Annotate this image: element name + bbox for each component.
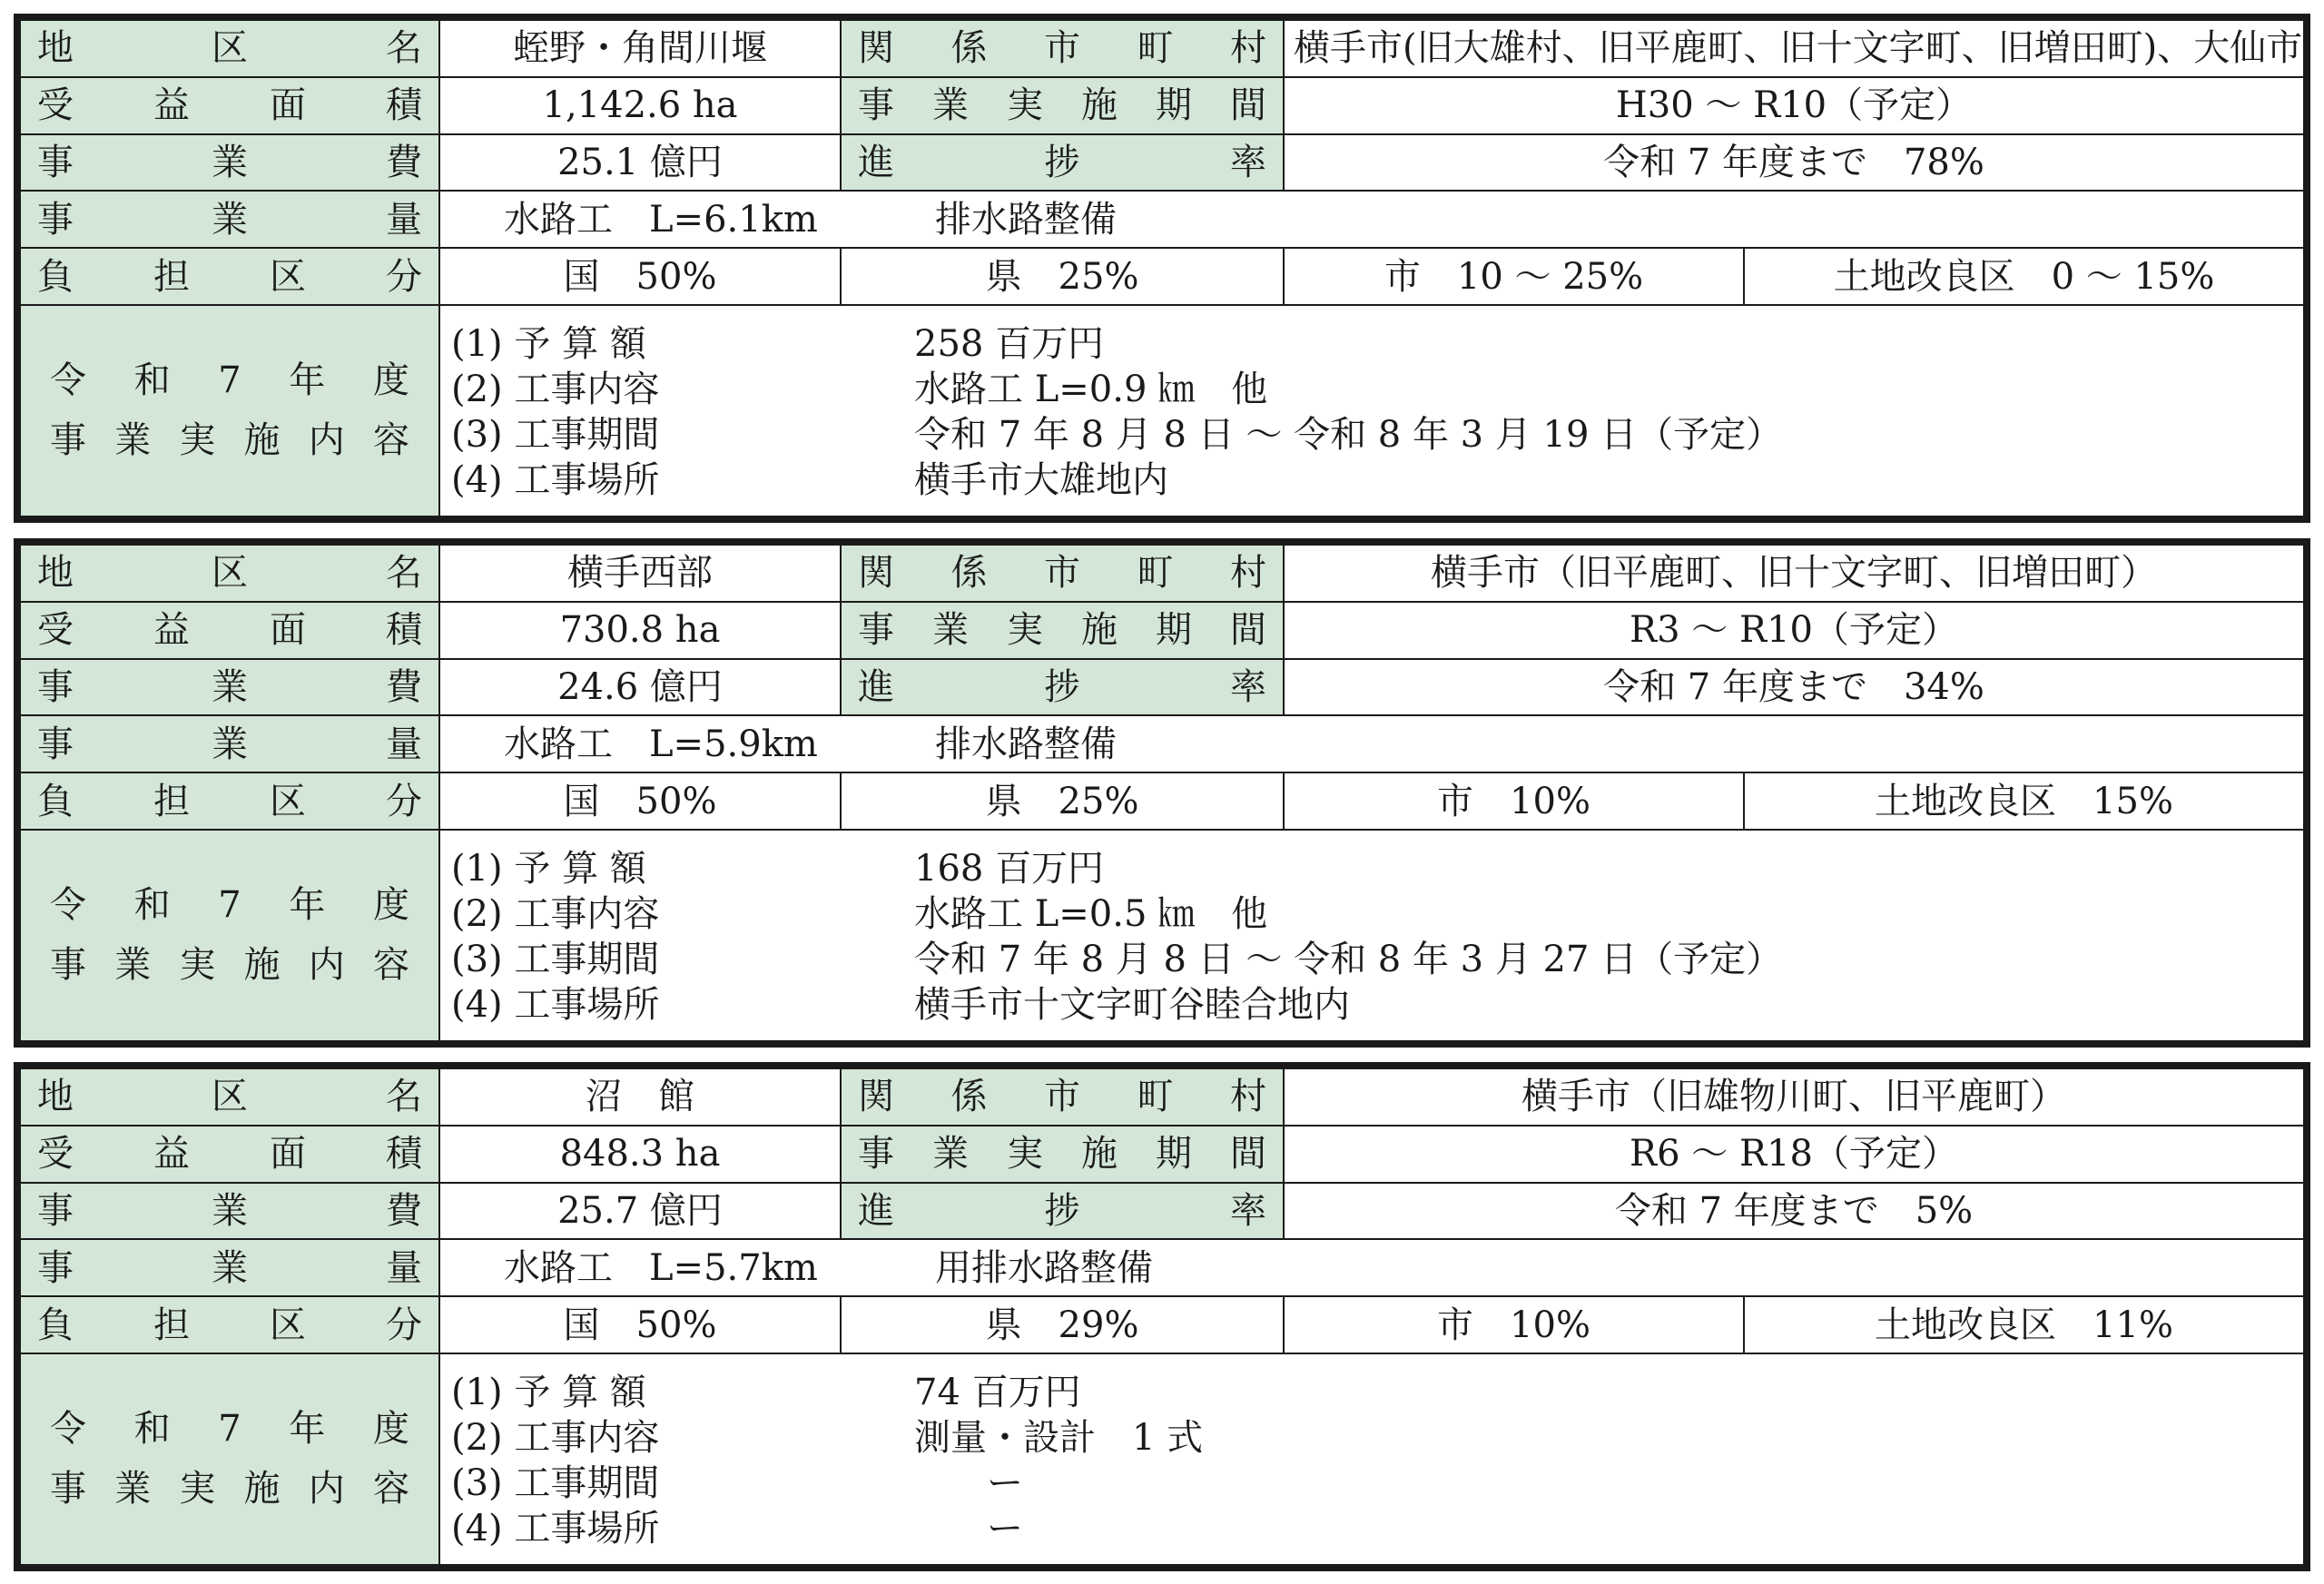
burden-nation: 国 50% bbox=[439, 248, 841, 305]
label-char: 度 bbox=[372, 884, 409, 927]
label-char: 地 bbox=[37, 1076, 74, 1118]
label-period bbox=[841, 1126, 1284, 1183]
label-char: 係 bbox=[950, 27, 988, 70]
label-char: 町 bbox=[1137, 27, 1174, 70]
label-char: 進 bbox=[858, 665, 894, 708]
label-char: 率 bbox=[1230, 141, 1266, 183]
label-burden bbox=[20, 772, 439, 830]
label-char: 分 bbox=[386, 1304, 422, 1346]
label-municipality bbox=[841, 1068, 1284, 1126]
detail-row bbox=[440, 982, 2303, 1028]
label-char: 率 bbox=[1230, 1189, 1266, 1232]
label-char: 令 bbox=[50, 359, 86, 402]
burden-city: 市 10% bbox=[1284, 1296, 1744, 1353]
progress-value: 令和 7 年度まで 78% bbox=[1284, 134, 2304, 192]
label-char: 担 bbox=[153, 255, 190, 298]
district-table bbox=[19, 544, 2305, 1042]
label-char: 実 bbox=[1007, 84, 1043, 127]
label-municipality bbox=[841, 545, 1284, 602]
district-table bbox=[19, 1067, 2305, 1566]
label-char: 事 bbox=[37, 1189, 74, 1232]
label-char: 事 bbox=[50, 1468, 86, 1510]
volume-value bbox=[439, 191, 2304, 248]
label-char: 面 bbox=[270, 609, 306, 652]
label-char: 事 bbox=[37, 1246, 74, 1289]
detail-key: (3) 工事期間 bbox=[451, 414, 660, 457]
district-block-2 bbox=[14, 538, 2310, 1048]
district-name-value: 蛭野・角間川堰 bbox=[439, 20, 841, 77]
row-volume bbox=[20, 715, 2304, 772]
volume-length: 水路工 L=5.7km bbox=[504, 1246, 818, 1289]
label-char: 地 bbox=[37, 27, 74, 70]
label-char: 業 bbox=[114, 1468, 152, 1510]
label-cost bbox=[20, 134, 439, 192]
period-value: H30 〜 R10（予定） bbox=[1284, 77, 2304, 134]
detail-list bbox=[440, 842, 2303, 1028]
label-char: 区 bbox=[270, 780, 306, 822]
label-char: 年 bbox=[289, 884, 326, 927]
row-name bbox=[20, 20, 2304, 77]
label-char: 市 bbox=[1044, 27, 1080, 70]
row-fy-details bbox=[20, 305, 2304, 517]
label-char: 実 bbox=[179, 1468, 216, 1510]
label-char: 間 bbox=[1230, 84, 1266, 127]
detail-row bbox=[440, 1370, 2303, 1415]
label-char: 名 bbox=[386, 1076, 422, 1118]
label-burden bbox=[20, 1296, 439, 1353]
row-name bbox=[20, 1068, 2304, 1126]
volume-type: 排水路整備 bbox=[935, 723, 1117, 765]
detail-value: 横手市十文字町谷睦合地内 bbox=[914, 984, 1350, 1027]
label-municipality bbox=[841, 20, 1284, 77]
period-value: R3 〜 R10（予定） bbox=[1284, 602, 2304, 659]
label-char: 担 bbox=[153, 1304, 190, 1346]
label-cost bbox=[20, 659, 439, 716]
label-char: 内 bbox=[308, 419, 345, 462]
progress-value: 令和 7 年度まで 5% bbox=[1284, 1183, 2304, 1240]
burden-city: 市 10 〜 25% bbox=[1284, 248, 1744, 305]
detail-value: 258 百万円 bbox=[914, 323, 1105, 366]
label-char: 期 bbox=[1156, 609, 1192, 652]
label-char: 実 bbox=[1007, 609, 1043, 652]
label-char: 市 bbox=[1044, 1076, 1080, 1118]
label-fy-details bbox=[20, 1353, 439, 1565]
burden-land-improvement: 土地改良区 0 〜 15% bbox=[1744, 248, 2304, 305]
detail-key: (4) 工事場所 bbox=[451, 984, 660, 1027]
detail-key: (2) 工事内容 bbox=[451, 1417, 660, 1460]
label-char: 町 bbox=[1137, 1076, 1174, 1118]
label-char: 担 bbox=[153, 780, 190, 822]
detail-row bbox=[440, 937, 2303, 982]
label-char: 村 bbox=[1230, 552, 1266, 595]
label-district-name bbox=[20, 1068, 439, 1126]
label-volume bbox=[20, 191, 439, 248]
row-cost bbox=[20, 1183, 2304, 1240]
label-period bbox=[841, 77, 1284, 134]
label-char: 益 bbox=[153, 609, 190, 652]
label-char: 期 bbox=[1156, 84, 1192, 127]
label-char: 捗 bbox=[1044, 1189, 1080, 1232]
label-char: 7 bbox=[218, 1408, 241, 1451]
benefit-area-value: 848.3 ha bbox=[439, 1126, 841, 1183]
label-char: 捗 bbox=[1044, 141, 1080, 183]
volume-type: 用排水路整備 bbox=[935, 1246, 1153, 1289]
label-volume bbox=[20, 715, 439, 772]
label-char: 町 bbox=[1137, 552, 1174, 595]
row-volume bbox=[20, 1239, 2304, 1296]
label-cost bbox=[20, 1183, 439, 1240]
label-char: 施 bbox=[243, 1468, 281, 1510]
label-char: 量 bbox=[386, 198, 422, 241]
label-char: 積 bbox=[386, 1133, 422, 1176]
label-fy-details bbox=[20, 305, 439, 517]
label-char: 令 bbox=[50, 1408, 86, 1451]
label-burden bbox=[20, 248, 439, 305]
label-char: 和 bbox=[133, 1408, 171, 1451]
label-char: 施 bbox=[1081, 609, 1118, 652]
detail-key: (3) 工事期間 bbox=[451, 939, 660, 981]
label-char: 和 bbox=[133, 884, 171, 927]
label-char: 名 bbox=[386, 552, 422, 595]
label-char: 市 bbox=[1044, 552, 1080, 595]
label-char: 費 bbox=[386, 141, 422, 183]
label-char: 事 bbox=[50, 419, 86, 462]
label-char: 施 bbox=[1081, 84, 1118, 127]
detail-key: (1) 予 算 額 bbox=[451, 323, 646, 366]
detail-value: 74 百万円 bbox=[914, 1372, 1081, 1414]
detail-row bbox=[440, 1461, 2303, 1506]
volume-length: 水路工 L=5.9km bbox=[504, 723, 818, 765]
label-char: 積 bbox=[386, 84, 422, 127]
label-char: 度 bbox=[372, 1408, 409, 1451]
detail-key: (2) 工事内容 bbox=[451, 369, 660, 411]
label-char: 施 bbox=[243, 419, 281, 462]
label-char: 分 bbox=[386, 255, 422, 298]
district-name-value: 沼 館 bbox=[439, 1068, 841, 1126]
detail-row bbox=[440, 846, 2303, 891]
label-char: 容 bbox=[372, 1468, 409, 1510]
label-char: 業 bbox=[212, 1189, 248, 1232]
detail-key: (2) 工事内容 bbox=[451, 893, 660, 936]
detail-value: 横手市大雄地内 bbox=[914, 459, 1168, 502]
label-char: 間 bbox=[1230, 609, 1266, 652]
row-cost bbox=[20, 659, 2304, 716]
label-char: 量 bbox=[386, 1246, 422, 1289]
row-volume bbox=[20, 191, 2304, 248]
label-char: 面 bbox=[270, 1133, 306, 1176]
label-char: 内 bbox=[308, 1468, 345, 1510]
label-char: 係 bbox=[950, 1076, 988, 1118]
label-char: 年 bbox=[289, 1408, 326, 1451]
label-char: 進 bbox=[858, 141, 894, 183]
label-fy-details bbox=[20, 830, 439, 1041]
detail-value: 168 百万円 bbox=[914, 848, 1105, 890]
row-burden bbox=[20, 772, 2304, 830]
benefit-area-value: 1,142.6 ha bbox=[439, 77, 841, 134]
burden-nation: 国 50% bbox=[439, 1296, 841, 1353]
label-district-name bbox=[20, 545, 439, 602]
fy-details bbox=[439, 830, 2304, 1041]
label-char: 間 bbox=[1230, 1133, 1266, 1176]
row-name bbox=[20, 545, 2304, 602]
burden-land-improvement: 土地改良区 15% bbox=[1744, 772, 2304, 830]
label-char: 区 bbox=[270, 1304, 306, 1346]
label-char: 事 bbox=[37, 141, 74, 183]
label-char: 事 bbox=[858, 1133, 894, 1176]
label-char: 区 bbox=[212, 552, 248, 595]
burden-land-improvement: 土地改良区 11% bbox=[1744, 1296, 2304, 1353]
burden-nation: 国 50% bbox=[439, 772, 841, 830]
detail-row bbox=[440, 321, 2303, 367]
label-char: 率 bbox=[1230, 665, 1266, 708]
label-char: 村 bbox=[1230, 27, 1266, 70]
detail-value: 令和 7 年 8 月 8 日 〜 令和 8 年 3 月 27 日（予定） bbox=[914, 939, 1783, 981]
label-char: 負 bbox=[37, 1304, 74, 1346]
label-char: 業 bbox=[212, 1246, 248, 1289]
label-char: 区 bbox=[270, 255, 306, 298]
row-area bbox=[20, 77, 2304, 134]
label-char: 区 bbox=[212, 1076, 248, 1118]
label-char: 施 bbox=[243, 944, 281, 987]
label-char: 容 bbox=[372, 944, 409, 987]
label-progress bbox=[841, 134, 1284, 192]
label-period bbox=[841, 602, 1284, 659]
burden-prefecture: 県 25% bbox=[841, 772, 1284, 830]
label-char: 令 bbox=[50, 884, 86, 927]
volume-length: 水路工 L=6.1km bbox=[504, 198, 818, 241]
burden-city: 市 10% bbox=[1284, 772, 1744, 830]
label-char: 関 bbox=[858, 1076, 894, 1118]
label-char: 係 bbox=[950, 552, 988, 595]
label-char: 事 bbox=[37, 198, 74, 241]
detail-row bbox=[440, 891, 2303, 937]
detail-value: 水路工 L=0.5 ㎞ 他 bbox=[914, 893, 1268, 936]
row-area bbox=[20, 602, 2304, 659]
label-char: 費 bbox=[386, 1189, 422, 1232]
label-char: 受 bbox=[37, 609, 74, 652]
detail-key: (4) 工事場所 bbox=[451, 1508, 660, 1550]
label-char: 面 bbox=[270, 84, 306, 127]
label-benefit-area bbox=[20, 77, 439, 134]
label-char: 業 bbox=[212, 198, 248, 241]
detail-value: 令和 7 年 8 月 8 日 〜 令和 8 年 3 月 19 日（予定） bbox=[914, 414, 1783, 457]
detail-key: (3) 工事期間 bbox=[451, 1462, 660, 1505]
detail-row bbox=[440, 1506, 2303, 1551]
municipality-value: 横手市（旧平鹿町、旧十文字町、旧増田町） bbox=[1284, 545, 2304, 602]
label-char: 受 bbox=[37, 1133, 74, 1176]
progress-value: 令和 7 年度まで 34% bbox=[1284, 659, 2304, 716]
label-char: 容 bbox=[372, 419, 409, 462]
label-char: 7 bbox=[218, 884, 241, 927]
detail-key: (4) 工事場所 bbox=[451, 459, 660, 502]
label-char: 積 bbox=[386, 609, 422, 652]
fy-details bbox=[439, 1353, 2304, 1565]
label-char: 期 bbox=[1156, 1133, 1192, 1176]
row-fy-details bbox=[20, 1353, 2304, 1565]
volume-value bbox=[439, 715, 2304, 772]
detail-key: (1) 予 算 額 bbox=[451, 1372, 646, 1414]
label-char: 地 bbox=[37, 552, 74, 595]
row-area bbox=[20, 1126, 2304, 1183]
cost-value: 25.1 億円 bbox=[439, 134, 841, 192]
label-benefit-area bbox=[20, 1126, 439, 1183]
row-cost bbox=[20, 134, 2304, 192]
label-char: 年 bbox=[289, 359, 326, 402]
label-char: 実 bbox=[179, 944, 216, 987]
district-block-3 bbox=[14, 1062, 2310, 1571]
municipality-value: 横手市(旧大雄村、旧平鹿町、旧十文字町、旧増田町)、大仙市 bbox=[1284, 20, 2304, 77]
district-block-1 bbox=[14, 14, 2310, 523]
label-char: 業 bbox=[932, 84, 969, 127]
district-name-value: 横手西部 bbox=[439, 545, 841, 602]
label-char: 受 bbox=[37, 84, 74, 127]
label-char: 量 bbox=[386, 723, 422, 765]
label-char: 和 bbox=[133, 359, 171, 402]
cost-value: 25.7 億円 bbox=[439, 1183, 841, 1240]
label-district-name bbox=[20, 20, 439, 77]
label-char: 実 bbox=[179, 419, 216, 462]
cost-value: 24.6 億円 bbox=[439, 659, 841, 716]
label-char: 事 bbox=[858, 84, 894, 127]
label-char: 関 bbox=[858, 27, 894, 70]
label-char: 業 bbox=[212, 723, 248, 765]
burden-prefecture: 県 29% bbox=[841, 1296, 1284, 1353]
label-progress bbox=[841, 1183, 1284, 1240]
label-char: 業 bbox=[114, 419, 152, 462]
label-char: 事 bbox=[50, 944, 86, 987]
volume-value bbox=[439, 1239, 2304, 1296]
detail-list bbox=[440, 1366, 2303, 1551]
volume-type: 排水路整備 bbox=[935, 198, 1117, 241]
label-char: 業 bbox=[212, 141, 248, 183]
label-char: 事 bbox=[37, 723, 74, 765]
label-char: 関 bbox=[858, 552, 894, 595]
fy-details bbox=[439, 305, 2304, 517]
detail-key: (1) 予 算 額 bbox=[451, 848, 646, 890]
label-char: 益 bbox=[153, 1133, 190, 1176]
benefit-area-value: 730.8 ha bbox=[439, 602, 841, 659]
label-char: 7 bbox=[218, 359, 241, 402]
label-char: 費 bbox=[386, 665, 422, 708]
label-char: 益 bbox=[153, 84, 190, 127]
label-char: 業 bbox=[932, 1133, 969, 1176]
label-char: 負 bbox=[37, 780, 74, 822]
label-char: 業 bbox=[114, 944, 152, 987]
label-char: 事 bbox=[858, 609, 894, 652]
label-char: 村 bbox=[1230, 1076, 1266, 1118]
detail-value: 水路工 L=0.9 ㎞ 他 bbox=[914, 369, 1268, 411]
label-char: 負 bbox=[37, 255, 74, 298]
row-fy-details bbox=[20, 830, 2304, 1041]
label-char: 施 bbox=[1081, 1133, 1118, 1176]
label-char: 度 bbox=[372, 359, 409, 402]
detail-list bbox=[440, 318, 2303, 503]
municipality-value: 横手市（旧雄物川町、旧平鹿町） bbox=[1284, 1068, 2304, 1126]
label-char: 進 bbox=[858, 1189, 894, 1232]
detail-row bbox=[440, 412, 2303, 457]
detail-value: ー bbox=[914, 1508, 1023, 1550]
label-char: 名 bbox=[386, 27, 422, 70]
detail-row bbox=[440, 1415, 2303, 1461]
label-char: 内 bbox=[308, 944, 345, 987]
period-value: R6 〜 R18（予定） bbox=[1284, 1126, 2304, 1183]
label-volume bbox=[20, 1239, 439, 1296]
label-char: 実 bbox=[1007, 1133, 1043, 1176]
burden-prefecture: 県 25% bbox=[841, 248, 1284, 305]
label-progress bbox=[841, 659, 1284, 716]
label-char: 区 bbox=[212, 27, 248, 70]
row-burden bbox=[20, 248, 2304, 305]
detail-row bbox=[440, 457, 2303, 503]
label-char: 業 bbox=[932, 609, 969, 652]
detail-row bbox=[440, 367, 2303, 412]
label-char: 事 bbox=[37, 665, 74, 708]
label-char: 捗 bbox=[1044, 665, 1080, 708]
label-char: 分 bbox=[386, 780, 422, 822]
detail-value: 測量・設計 1 式 bbox=[914, 1417, 1204, 1460]
label-char: 業 bbox=[212, 665, 248, 708]
label-benefit-area bbox=[20, 602, 439, 659]
detail-value: ー bbox=[914, 1462, 1023, 1505]
row-burden bbox=[20, 1296, 2304, 1353]
district-table bbox=[19, 19, 2305, 517]
